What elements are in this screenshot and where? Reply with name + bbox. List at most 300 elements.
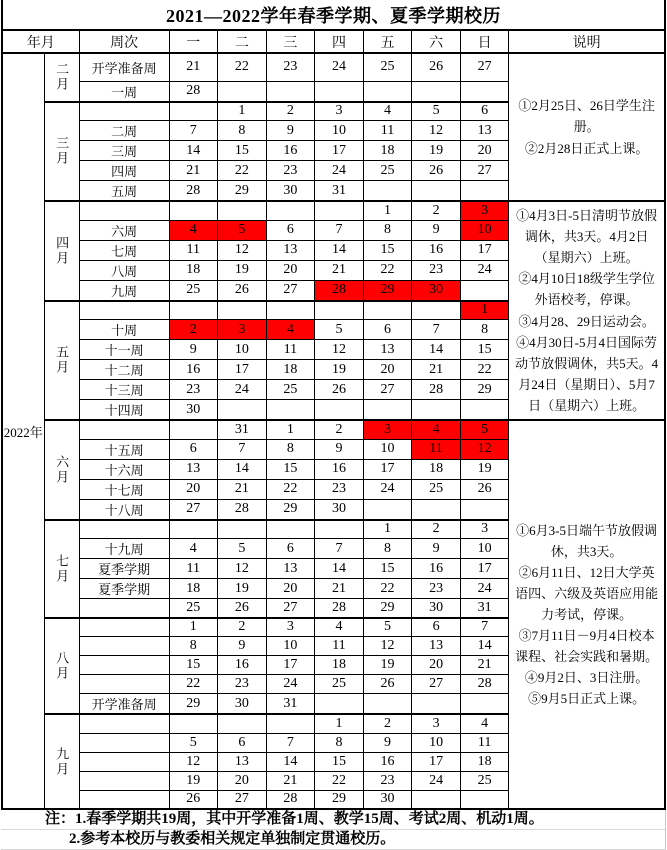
day-cell: 16 [169,360,217,380]
day-cell: 25 [266,380,314,400]
day-cell: 13 [266,240,314,260]
day-cell: 25 [412,479,461,499]
day-cell: 24 [314,161,363,181]
day-cell: 14 [217,459,266,479]
remarks-line: ②6月11日、12日大学英语四、六级及英语应用能力考试，停课。 [515,564,659,622]
week-label: 开学准备周 [79,53,169,81]
day-cell: 22 [461,360,509,380]
day-cell-holiday: 10 [461,220,509,240]
day-cell: 25 [461,771,509,790]
day-cell: 15 [363,240,411,260]
day-cell: 4 [461,714,509,733]
day-cell: 29 [266,499,314,520]
day-cell: 17 [461,559,509,579]
day-cell: 7 [461,618,509,637]
day-cell: 15 [314,752,363,771]
calendar-week-row [2,53,665,81]
day-cell-holiday: 4 [169,220,217,240]
day-cell: 7 [314,220,363,240]
day-cell: 9 [266,121,314,141]
day-cell: 26 [169,790,217,809]
day-cell: 28 [314,599,363,618]
day-cell: 7 [266,733,314,752]
day-cell: 28 [217,499,266,520]
day-cell: 30 [412,599,461,618]
year-cell: 2022年 [2,53,44,809]
day-cell-holiday: 11 [412,439,461,459]
page-title: 2021—2022学年春季学期、夏季学期校历 [166,5,501,26]
day-cell-holiday: 3 [217,320,266,340]
calendar-table [1,29,666,810]
week-label: 十四周 [79,400,169,421]
day-cell [412,400,461,421]
day-cell-holiday: 5 [217,220,266,240]
day-cell: 24 [217,380,266,400]
day-cell: 6 [363,320,411,340]
day-cell: 24 [461,260,509,280]
day-cell [217,301,266,320]
day-cell: 15 [169,656,217,675]
day-cell [169,714,217,733]
day-cell: 23 [412,260,461,280]
day-cell [363,81,411,102]
day-cell [461,694,509,715]
day-cell: 6 [266,220,314,240]
day-cell: 6 [461,102,509,121]
day-cell: 21 [314,579,363,599]
day-cell [363,301,411,320]
day-cell: 23 [314,479,363,499]
remarks-line: ①4月3日-5日清明节放假调休，共3天。4月2日（星期六）上班。 [516,208,657,266]
day-cell: 1 [314,714,363,733]
week-label: 一周 [79,81,169,102]
day-cell: 9 [412,539,461,559]
day-cell: 26 [412,161,461,181]
day-cell: 22 [363,260,411,280]
day-cell: 23 [412,579,461,599]
day-cell: 3 [266,618,314,637]
day-cell [412,81,461,102]
day-cell-holiday: 28 [314,280,363,301]
day-cell: 16 [314,459,363,479]
week-label: 九周 [79,280,169,301]
day-cell: 23 [363,771,411,790]
day-cell: 17 [314,141,363,161]
week-label: 十一周 [79,340,169,360]
day-cell: 18 [412,459,461,479]
day-cell [314,301,363,320]
day-cell: 26 [217,280,266,301]
week-label [79,771,169,790]
day-cell: 2 [412,201,461,220]
day-cell: 11 [169,240,217,260]
day-cell: 14 [314,559,363,579]
day-cell: 26 [363,675,411,694]
month-cell: 九月 [44,714,79,809]
day-cell: 8 [217,121,266,141]
day-cell: 9 [412,220,461,240]
day-cell-holiday: 4 [412,420,461,439]
day-cell: 12 [169,752,217,771]
footer-note-2: 2.参考本校历与教委相关规定单独制定贯通校历。 [1,830,665,850]
day-cell-holiday: 29 [363,280,411,301]
day-cell: 14 [461,637,509,656]
day-cell: 5 [363,618,411,637]
week-label [79,618,169,637]
day-cell: 21 [314,260,363,280]
day-cell [412,499,461,520]
day-cell [314,81,363,102]
day-cell: 12 [217,240,266,260]
week-label [79,733,169,752]
day-cell: 9 [217,637,266,656]
day-cell: 14 [266,752,314,771]
day-cell: 22 [217,161,266,181]
day-cell: 24 [412,771,461,790]
day-cell [412,694,461,715]
day-cell: 19 [217,260,266,280]
week-label: 十周 [79,320,169,340]
day-cell: 24 [314,53,363,81]
month-cell: 五月 [44,301,79,421]
week-label: 四周 [79,161,169,181]
week-label [79,301,169,320]
day-cell-holiday: 30 [412,280,461,301]
day-cell: 20 [217,771,266,790]
day-cell: 17 [412,752,461,771]
day-cell: 22 [266,479,314,499]
header-day-sun: 日 [461,30,509,53]
week-label: 夏季学期 [79,559,169,579]
header-week: 周次 [79,30,169,53]
day-cell: 18 [169,579,217,599]
day-cell: 8 [363,539,411,559]
day-cell: 28 [461,675,509,694]
day-cell: 31 [266,694,314,715]
day-cell [412,181,461,202]
day-cell-holiday: 3 [363,420,411,439]
week-label [79,675,169,694]
day-cell: 8 [363,220,411,240]
day-cell: 27 [169,499,217,520]
day-cell: 24 [363,479,411,499]
week-label: 夏季学期 [79,579,169,599]
week-label: 十六周 [79,459,169,479]
week-label: 五周 [79,181,169,202]
day-cell: 12 [363,637,411,656]
day-cell: 8 [314,733,363,752]
day-cell [461,400,509,421]
day-cell: 17 [461,240,509,260]
week-label: 十九周 [79,539,169,559]
day-cell: 23 [266,161,314,181]
day-cell: 6 [169,439,217,459]
day-cell: 20 [266,260,314,280]
day-cell: 28 [412,380,461,400]
remarks-line: ①6月3-5日端午节放假调休，共3天。 [516,522,657,559]
day-cell [217,81,266,102]
day-cell: 2 [412,520,461,539]
header-remarks: 说明 [509,30,665,53]
day-cell: 6 [412,618,461,637]
day-cell: 19 [412,141,461,161]
day-cell: 31 [217,420,266,439]
day-cell: 5 [314,320,363,340]
week-label: 十二周 [79,360,169,380]
day-cell: 30 [217,694,266,715]
day-cell: 26 [314,380,363,400]
day-cell: 21 [461,656,509,675]
day-cell [217,201,266,220]
day-cell: 27 [461,161,509,181]
week-label [79,714,169,733]
day-cell: 28 [169,81,217,102]
day-cell: 21 [169,161,217,181]
day-cell: 1 [169,618,217,637]
day-cell: 18 [314,656,363,675]
day-cell: 12 [314,340,363,360]
calendar-week-row [2,420,665,439]
day-cell: 30 [169,400,217,421]
week-label [79,420,169,439]
day-cell: 24 [266,675,314,694]
week-label: 三周 [79,141,169,161]
header-day-thu: 四 [314,30,363,53]
day-cell: 19 [363,656,411,675]
day-cell [314,400,363,421]
week-label: 十三周 [79,380,169,400]
day-cell: 6 [266,539,314,559]
day-cell: 17 [266,656,314,675]
day-cell: 2 [266,102,314,121]
day-cell: 22 [363,579,411,599]
day-cell [461,790,509,809]
month-cell: 六月 [44,420,79,520]
week-label: 八周 [79,260,169,280]
day-cell: 9 [363,733,411,752]
day-cell: 25 [314,675,363,694]
week-label: 开学准备周 [79,694,169,715]
week-label: 十八周 [79,499,169,520]
day-cell: 19 [169,771,217,790]
day-cell: 26 [412,53,461,81]
day-cell: 23 [169,380,217,400]
month-cell: 三月 [44,102,79,202]
day-cell [169,520,217,539]
day-cell: 19 [461,459,509,479]
day-cell-holiday: 2 [169,320,217,340]
day-cell: 13 [217,752,266,771]
day-cell: 1 [266,420,314,439]
remarks-line: ③4月28、29日运动会。 [518,313,655,329]
day-cell: 29 [363,599,411,618]
day-cell: 29 [461,380,509,400]
day-cell [363,499,411,520]
day-cell: 11 [461,733,509,752]
day-cell [412,301,461,320]
day-cell: 22 [314,771,363,790]
day-cell: 10 [266,637,314,656]
day-cell: 20 [266,579,314,599]
day-cell: 20 [169,479,217,499]
week-label [79,599,169,618]
day-cell: 15 [363,559,411,579]
day-cell [169,102,217,121]
day-cell: 30 [314,499,363,520]
day-cell: 18 [363,141,411,161]
day-cell: 16 [217,656,266,675]
day-cell: 12 [217,559,266,579]
day-cell: 20 [461,141,509,161]
day-cell: 21 [412,360,461,380]
remarks-block [509,201,665,420]
day-cell [412,790,461,809]
day-cell: 13 [461,121,509,141]
day-cell: 29 [314,790,363,809]
day-cell: 1 [217,102,266,121]
day-cell: 4 [363,102,411,121]
day-cell [314,201,363,220]
day-cell: 1 [363,520,411,539]
day-cell-holiday: 3 [461,201,509,220]
day-cell: 21 [266,771,314,790]
day-cell [314,520,363,539]
day-cell: 28 [169,181,217,202]
day-cell: 27 [266,280,314,301]
day-cell: 14 [314,240,363,260]
day-cell: 16 [363,752,411,771]
day-cell [266,81,314,102]
day-cell: 29 [169,694,217,715]
month-cell: 八月 [44,618,79,715]
day-cell: 8 [461,320,509,340]
day-cell [266,301,314,320]
day-cell: 13 [169,459,217,479]
day-cell: 25 [363,161,411,181]
day-cell: 15 [217,141,266,161]
day-cell-holiday: 1 [461,301,509,320]
footer-note-1: 注：1.春季学期共19周，其中开学准备1周、教学15周、考试2周、机动1周。 [1,810,665,830]
day-cell [461,81,509,102]
remarks-block [509,53,665,201]
day-cell [461,499,509,520]
day-cell: 1 [363,201,411,220]
week-label: 十七周 [79,479,169,499]
day-cell: 5 [412,102,461,121]
footer-notes [1,810,666,850]
day-cell: 16 [412,240,461,260]
day-cell: 5 [217,539,266,559]
month-cell: 四月 [44,201,79,301]
remarks-line: ②4月10日18级学生学位外语校考，停课。 [518,271,655,308]
day-cell [363,400,411,421]
remarks-line: ④9月2日、3日注册。 [524,670,649,686]
header-day-fri: 五 [363,30,411,53]
day-cell: 2 [363,714,411,733]
week-label [79,752,169,771]
day-cell: 30 [266,181,314,202]
week-label [79,656,169,675]
day-cell: 10 [412,733,461,752]
header-row [2,30,665,53]
day-cell: 27 [217,790,266,809]
day-cell: 10 [461,539,509,559]
day-cell: 10 [314,121,363,141]
day-cell: 11 [169,559,217,579]
day-cell: 10 [217,340,266,360]
day-cell: 4 [169,539,217,559]
week-label [79,102,169,121]
day-cell: 5 [169,733,217,752]
day-cell: 11 [314,637,363,656]
day-cell: 22 [217,53,266,81]
week-label [79,790,169,809]
day-cell: 3 [412,714,461,733]
day-cell-holiday: 4 [266,320,314,340]
day-cell: 17 [217,360,266,380]
day-cell: 7 [314,539,363,559]
day-cell: 30 [363,790,411,809]
day-cell: 27 [461,53,509,81]
day-cell: 3 [461,520,509,539]
day-cell: 13 [412,637,461,656]
week-label [79,520,169,539]
header-day-mon: 一 [169,30,217,53]
day-cell: 27 [266,599,314,618]
day-cell: 8 [266,439,314,459]
day-cell: 27 [363,380,411,400]
day-cell: 31 [461,599,509,618]
week-label [79,201,169,220]
day-cell: 19 [217,579,266,599]
day-cell: 22 [169,675,217,694]
day-cell: 26 [217,599,266,618]
day-cell: 2 [217,618,266,637]
header-day-tue: 二 [217,30,266,53]
day-cell: 9 [314,439,363,459]
day-cell [266,714,314,733]
day-cell: 25 [363,53,411,81]
day-cell: 29 [217,181,266,202]
day-cell: 11 [266,340,314,360]
day-cell: 10 [363,439,411,459]
day-cell: 27 [412,675,461,694]
day-cell: 19 [314,360,363,380]
day-cell: 20 [363,360,411,380]
day-cell: 21 [169,53,217,81]
day-cell: 16 [412,559,461,579]
day-cell: 25 [169,280,217,301]
day-cell: 18 [461,752,509,771]
day-cell [461,280,509,301]
header-day-wed: 三 [266,30,314,53]
day-cell [169,201,217,220]
day-cell: 7 [412,320,461,340]
day-cell: 2 [314,420,363,439]
day-cell: 14 [169,141,217,161]
day-cell: 23 [266,53,314,81]
day-cell: 16 [266,141,314,161]
day-cell: 15 [266,459,314,479]
day-cell: 14 [412,340,461,360]
day-cell-holiday: 12 [461,439,509,459]
header-year-month: 年月 [2,30,79,53]
day-cell [169,420,217,439]
day-cell: 13 [363,340,411,360]
day-cell: 24 [461,579,509,599]
calendar-week-row [2,201,665,220]
day-cell: 18 [266,360,314,380]
